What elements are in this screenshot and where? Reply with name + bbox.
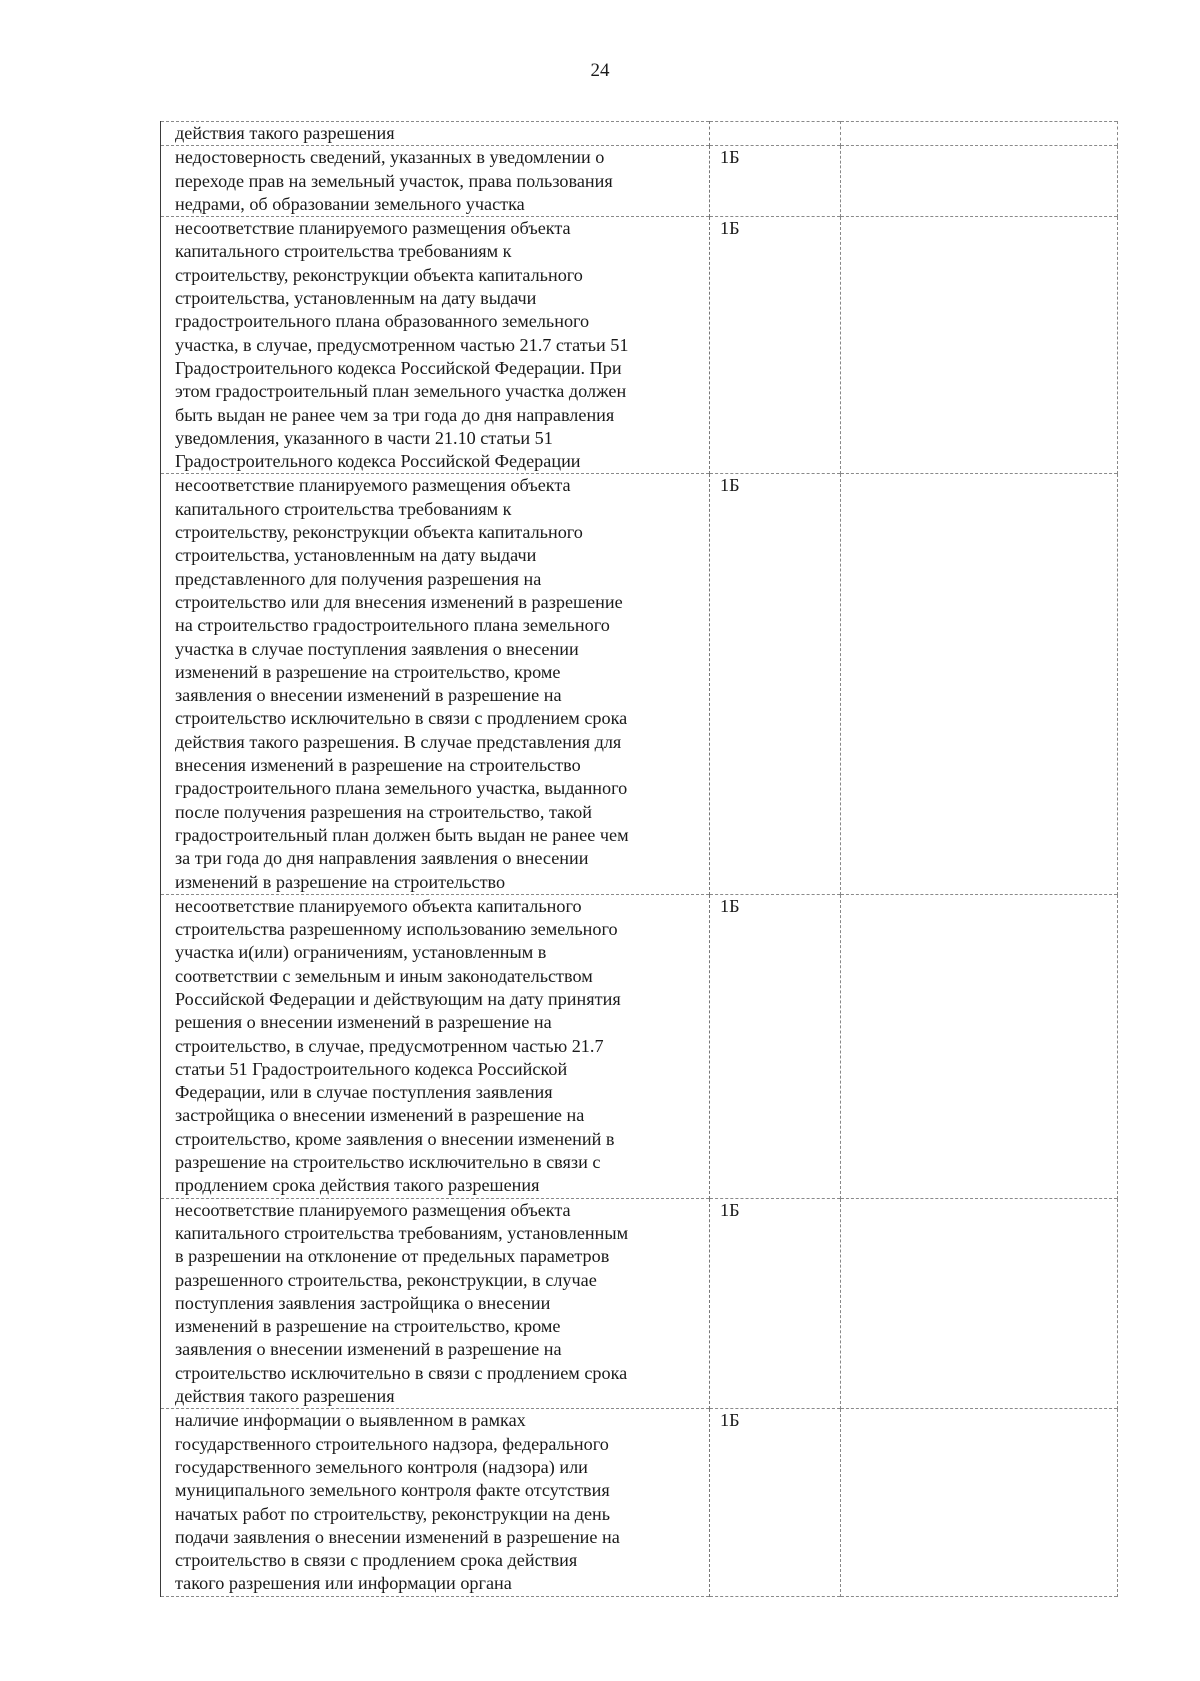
- ground-description-line: застройщика о внесении изменений в разрешение на: [175, 1105, 585, 1126]
- ground-description-line: недрами, об образовании земельного участка: [175, 193, 525, 214]
- table-row: [161, 474, 1118, 894]
- ground-description-line: уведомления, указанного в части 21.10 статьи 51: [175, 427, 553, 448]
- ground-code-cell: 1Б: [710, 1198, 841, 1409]
- ground-description-line: участка и(или) ограничениям, установленным в: [175, 942, 547, 963]
- ground-description-line: поступления заявления застройщика о внесении: [175, 1292, 551, 1313]
- ground-description-line: недостоверность сведений, указанных в уведомлении о: [175, 147, 605, 168]
- empty-cell: [841, 122, 1118, 146]
- ground-description-line: соответствии с земельным и иным законодательством: [175, 965, 593, 986]
- empty-cell: [841, 1409, 1118, 1596]
- empty-cell: [841, 474, 1118, 894]
- ground-description-line: несоответствие планируемого размещения объекта: [175, 1199, 571, 1220]
- ground-description-line: статьи 51 Градостроительного кодекса Российской: [175, 1058, 568, 1079]
- ground-description-line: несоответствие планируемого размещения объекта: [175, 218, 571, 239]
- ground-description-line: продлением срока действия такого разрешения: [175, 1175, 540, 1196]
- ground-description-line: строительство в связи с продлением срока действия: [175, 1550, 578, 1571]
- table-row: [161, 146, 1118, 217]
- empty-cell: [841, 146, 1118, 217]
- ground-description-cell: [161, 1198, 710, 1409]
- ground-description-line: действия такого разрешения: [175, 1386, 395, 1407]
- ground-description-line: этом градостроительный план земельного участка должен: [175, 381, 627, 402]
- empty-cell: [841, 894, 1118, 1198]
- ground-description-line: строительства разрешенному использованию земельного: [175, 919, 618, 940]
- ground-description-line: изменений в разрешение на строительство, кроме: [175, 1316, 561, 1337]
- ground-description-line: несоответствие планируемого размещения объекта: [175, 475, 571, 496]
- ground-description-line: государственного земельного контроля (надзора) или: [175, 1456, 588, 1477]
- ground-description-line: начатых работ по строительству, реконструкции на день: [175, 1503, 611, 1524]
- ground-description-line: Градостроительного кодекса Российской Федерации. При: [175, 357, 622, 378]
- table-row: [161, 1198, 1118, 1409]
- ground-description-line: Федерации, или в случае поступления заявления: [175, 1082, 553, 1103]
- ground-description-line: разрешенного строительства, реконструкции, в случае: [175, 1269, 597, 1290]
- ground-description-cell: [161, 217, 710, 474]
- ground-description-line: капитального строительства требованиям к: [175, 498, 512, 519]
- empty-cell: [841, 1198, 1118, 1409]
- ground-description-line: участка, в случае, предусмотренном частью 21.7 статьи 51: [175, 334, 629, 355]
- ground-code-cell: 1Б: [710, 474, 841, 894]
- ground-description-line: Градостроительного кодекса Российской Федерации: [175, 451, 581, 472]
- table-row: [161, 122, 1118, 146]
- table-row: [161, 894, 1118, 1198]
- ground-description-cell: [161, 474, 710, 894]
- ground-description-line: в разрешении на отклонение от предельных параметров: [175, 1246, 610, 1267]
- empty-cell: [841, 217, 1118, 474]
- table-row: [161, 217, 1118, 474]
- ground-code-cell: 1Б: [710, 146, 841, 217]
- ground-description-line: градостроительного плана земельного участка, выданного: [175, 778, 628, 799]
- ground-description-line: строительства, установленным на дату выдачи: [175, 545, 537, 566]
- ground-description-line: строительство исключительно в связи с продлением срока: [175, 1362, 628, 1383]
- ground-description-line: участка в случае поступления заявления о внесении: [175, 638, 579, 659]
- ground-description-line: капитального строительства требованиям к: [175, 241, 512, 262]
- ground-description-line: наличие информации о выявленном в рамках: [175, 1410, 526, 1431]
- ground-description-line: действия такого разрешения: [175, 123, 395, 143]
- ground-code-cell: 1Б: [710, 217, 841, 474]
- ground-description-line: решения о внесении изменений в разрешение на: [175, 1012, 552, 1033]
- ground-description-line: заявления о внесении изменений в разрешение на: [175, 1339, 562, 1360]
- ground-description-line: Российской Федерации и действующим на дату принятия: [175, 988, 621, 1009]
- ground-description-line: после получения разрешения на строительство, такой: [175, 801, 592, 822]
- ground-description-line: градостроительного плана образованного земельного: [175, 311, 590, 332]
- ground-description-line: капитального строительства требованиям, установленным: [175, 1222, 629, 1243]
- grounds-table: [160, 121, 1118, 1597]
- table-row: [161, 1409, 1118, 1596]
- ground-description-line: градостроительный план должен быть выдан не ранее чем: [175, 824, 629, 845]
- grounds-table-body: [161, 122, 1118, 1597]
- ground-description-cell: [161, 146, 710, 217]
- ground-code-cell: [710, 122, 841, 146]
- ground-description-cell: [161, 1409, 710, 1596]
- ground-description-line: на строительство градостроительного плана земельного: [175, 615, 610, 636]
- ground-description-line: изменений в разрешение на строительство, кроме: [175, 661, 561, 682]
- ground-code-cell: 1Б: [710, 1409, 841, 1596]
- ground-description-line: разрешение на строительство исключительно в связи с: [175, 1152, 601, 1173]
- page-number: 24: [590, 60, 610, 81]
- ground-description-line: строительства, установленным на дату выдачи: [175, 288, 537, 309]
- ground-description-line: такого разрешения или информации органа: [175, 1573, 512, 1594]
- ground-description-cell: [161, 122, 710, 146]
- ground-code-cell: 1Б: [710, 894, 841, 1198]
- ground-description-line: строительству, реконструкции объекта капитального: [175, 264, 583, 285]
- ground-description-line: действия такого разрешения. В случае представления для: [175, 731, 622, 752]
- ground-description-line: строительству, реконструкции объекта капитального: [175, 522, 583, 543]
- ground-description-cell: [161, 894, 710, 1198]
- ground-description-line: представленного для получения разрешения на: [175, 568, 542, 589]
- ground-description-line: изменений в разрешение на строительство: [175, 871, 506, 892]
- ground-description-line: подачи заявления о внесении изменений в разрешение на: [175, 1526, 620, 1547]
- ground-description-line: за три года до дня направления заявления о внесении: [175, 848, 589, 869]
- ground-description-line: муниципального земельного контроля факте отсутствия: [175, 1480, 610, 1501]
- ground-description-line: несоответствие планируемого объекта капитального: [175, 895, 582, 916]
- ground-description-line: строительство, кроме заявления о внесении изменений в: [175, 1128, 615, 1149]
- ground-description-line: строительство исключительно в связи с продлением срока: [175, 708, 628, 729]
- ground-description-line: внесения изменений в разрешение на строительство: [175, 755, 581, 776]
- ground-description-line: строительство, в случае, предусмотренном частью 21.7: [175, 1035, 604, 1056]
- ground-description-line: быть выдан не ранее чем за три года до дня направления: [175, 404, 615, 425]
- ground-description-line: переходе прав на земельный участок, права пользования: [175, 170, 613, 191]
- ground-description-line: заявления о внесении изменений в разрешение на: [175, 685, 562, 706]
- ground-description-line: государственного строительного надзора, федерального: [175, 1433, 609, 1454]
- ground-description-line: строительство или для внесения изменений в разрешение: [175, 591, 623, 612]
